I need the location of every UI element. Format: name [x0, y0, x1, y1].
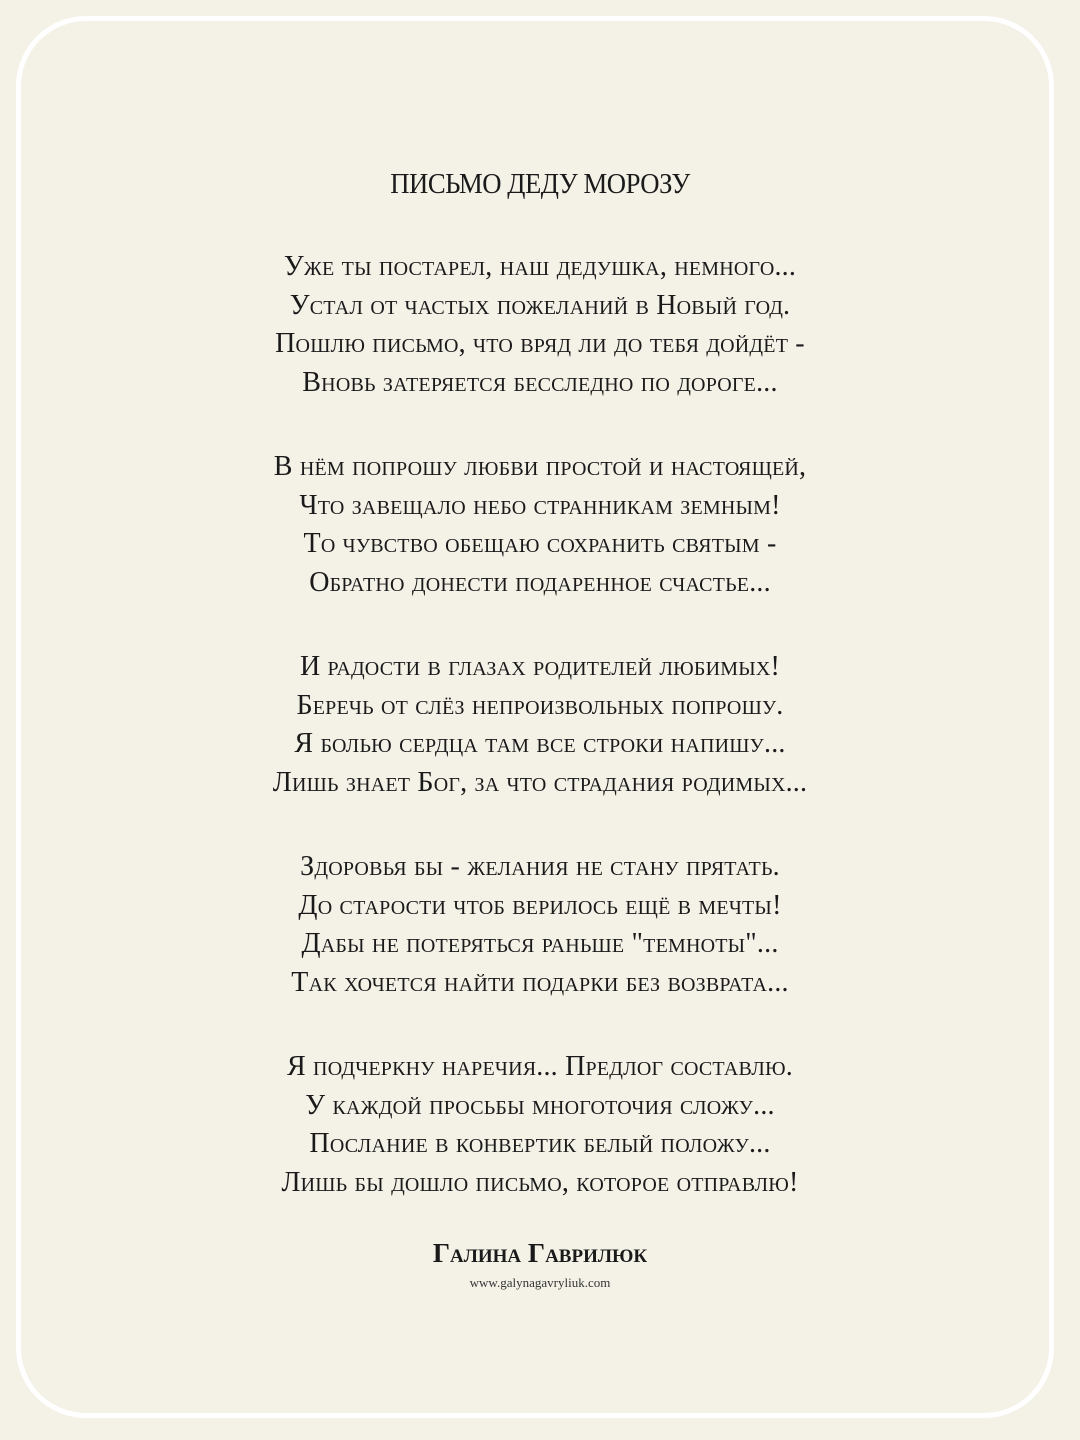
poem-line: Уже ты постарел, наш дедушка, немного...	[283, 251, 797, 282]
poem-title: ПИСЬМО ДЕДУ МОРОЗУ	[390, 168, 690, 200]
author-name: Галина Гаврилюк	[432, 1238, 648, 1268]
poem-line: До старости чтоб верилось ещё в мечты!	[298, 889, 782, 921]
poem-line: Здоровья бы - желания не стану прятать.	[300, 851, 780, 882]
poem-line: Вновь затеряется бесследно по дороге...	[302, 366, 778, 398]
poem-line: Обратно донести подаренное счастье...	[309, 566, 771, 598]
poem-line: Послание в конвертик белый положу...	[309, 1128, 771, 1159]
poem-line: Устал от частых пожеланий в Новый год.	[289, 289, 791, 321]
poem-line: Лишь бы дошло письмо, которое отправлю!	[281, 1166, 799, 1198]
poem-line: Дабы не потеряться раньше "темноты"...	[301, 928, 779, 959]
stanza	[0, 848, 1080, 1002]
poem-line: Я подчеркну наречия... Предлог составлю.	[286, 1051, 793, 1082]
poem-line: То чувство обещаю сохранить святым -	[303, 528, 777, 559]
poem-line: И радости в глазах родителей любимых!	[299, 651, 781, 682]
stanza	[0, 1048, 1080, 1202]
poem-line: Пошлю письмо, что вряд ли до тебя дойдёт -	[275, 328, 805, 359]
poem-line: Я болью сердца там все строки напишу...	[294, 728, 786, 759]
poem-line: Беречь от слёз непроизвольных попрошу.	[296, 689, 784, 721]
stanza	[0, 448, 1080, 602]
poem-body	[0, 248, 1080, 1248]
stanza	[0, 248, 1080, 402]
poem-line: У каждой просьбы многоточия сложу...	[305, 1089, 775, 1121]
stanza	[0, 648, 1080, 802]
poem-line: Что завещало небо странникам земным!	[299, 489, 781, 521]
poem-line: Лишь знает Бог, за что страдания родимых...	[272, 766, 808, 798]
poem-line: В нём попрошу любви простой и настоящей,	[273, 451, 807, 482]
author-website: www.galynagavryliuk.com	[469, 1275, 611, 1290]
poem-line: Так хочется найти подарки без возврата...	[291, 966, 789, 998]
